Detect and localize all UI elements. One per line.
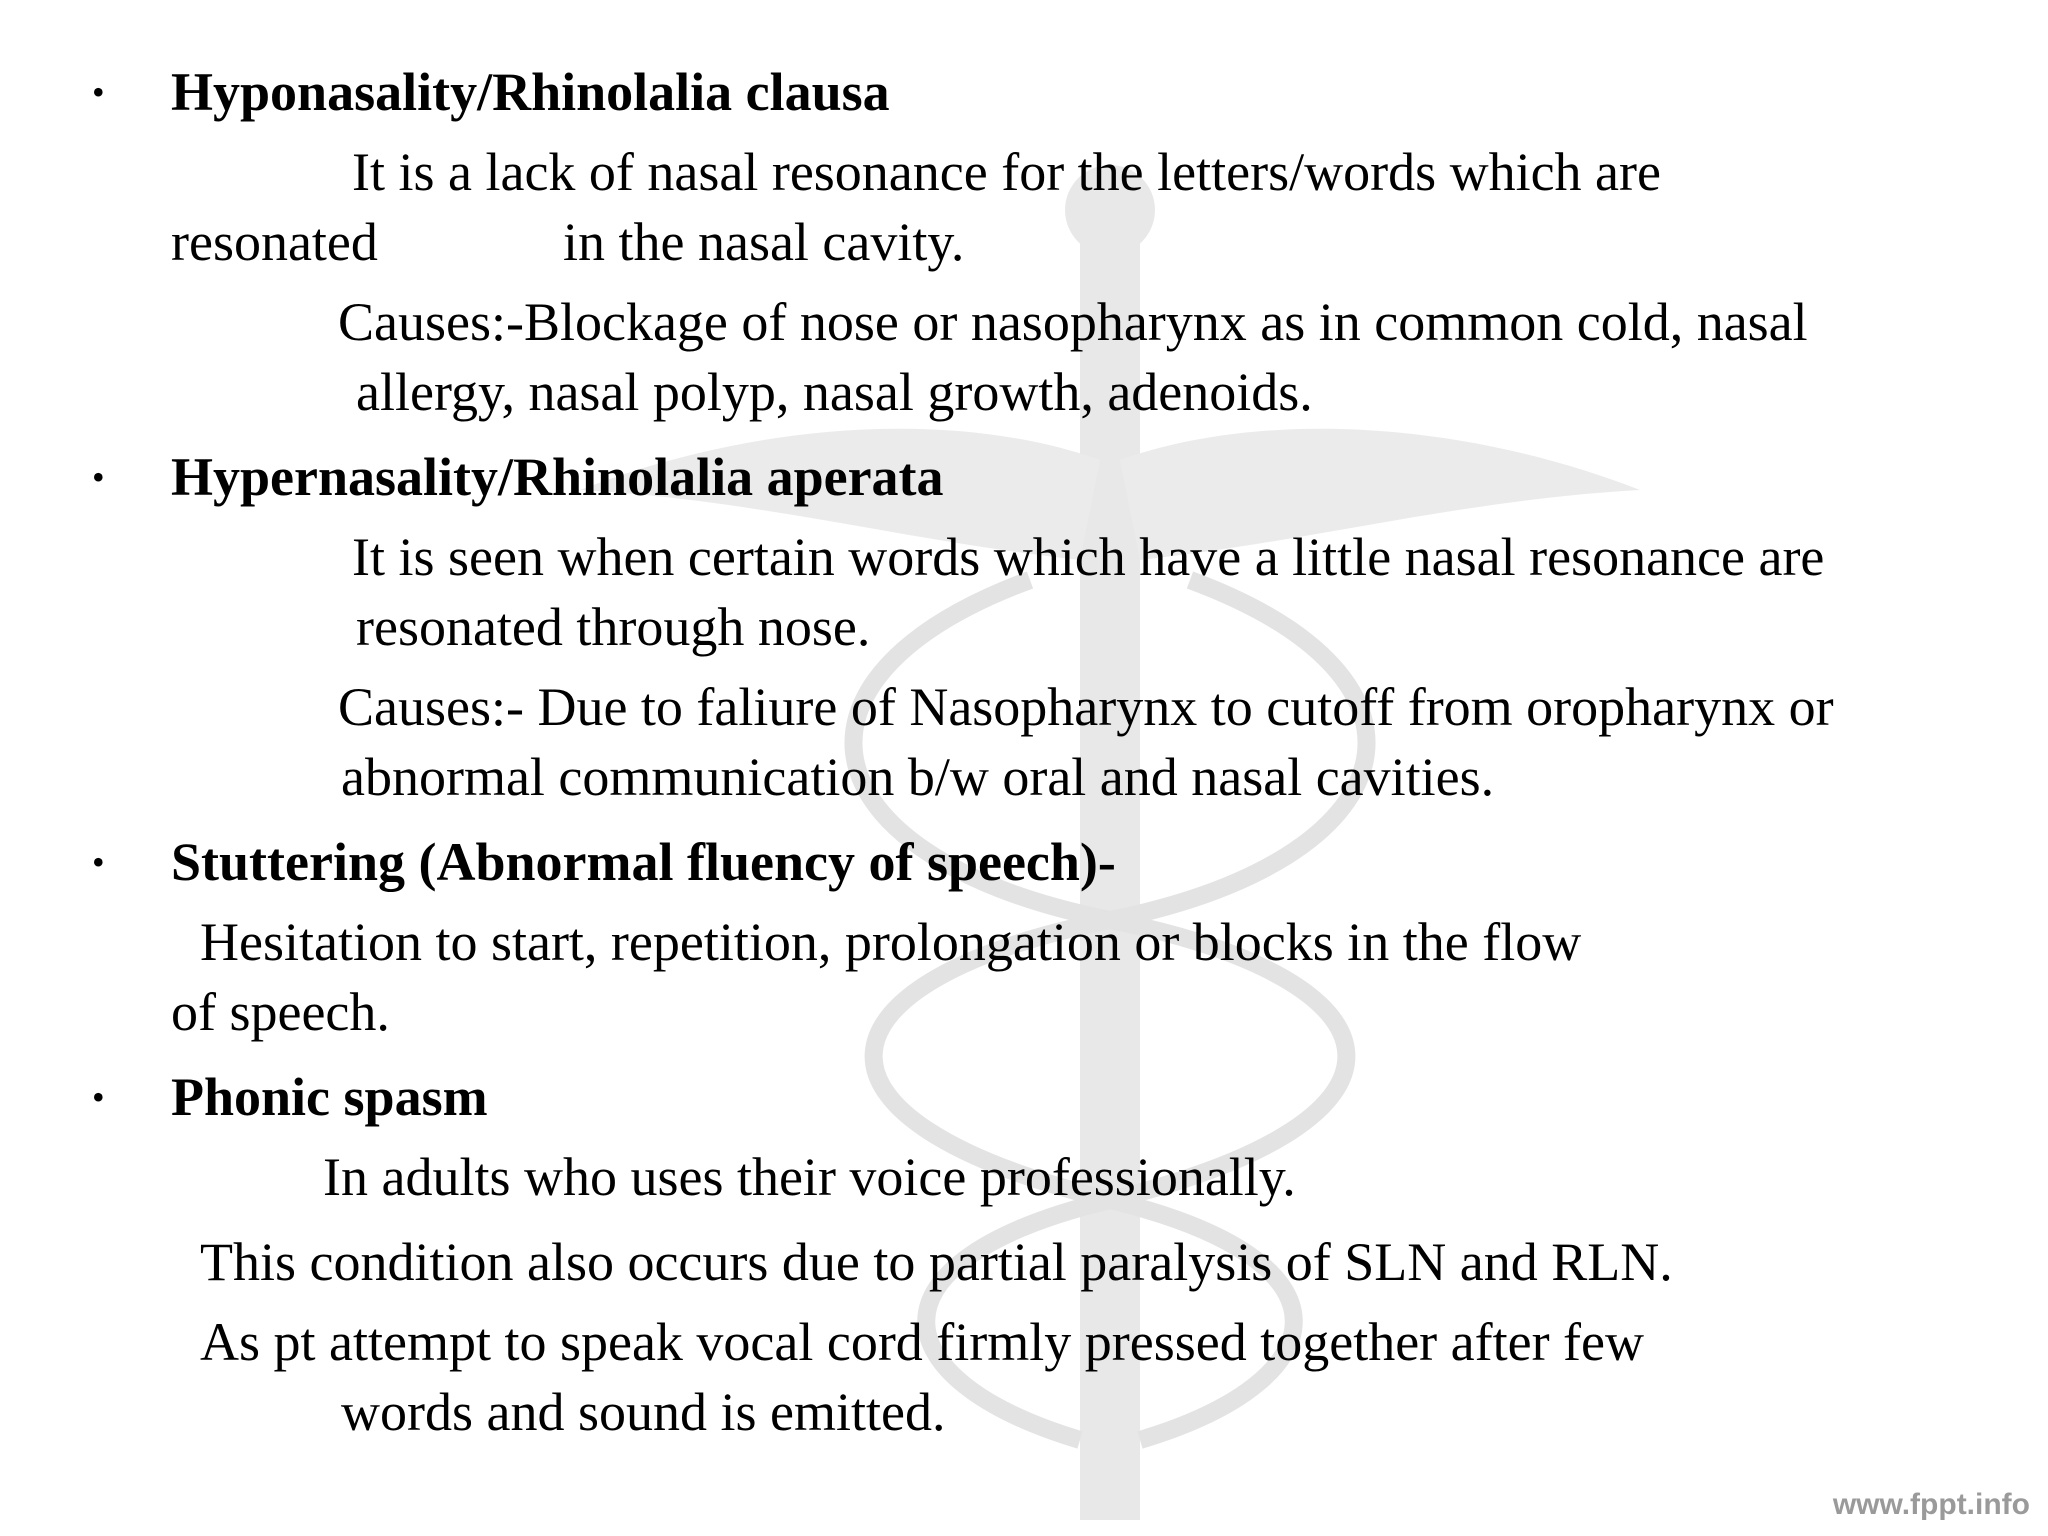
bullet-icon: • — [92, 1077, 105, 1117]
section-text: It is seen when certain words which have a little nasal resonance are — [352, 527, 1825, 587]
section-text: allergy, nasal polyp, nasal growth, adenoids. — [356, 362, 1313, 422]
section-text: Hesitation to start, repetition, prolongation or blocks in the flow — [200, 912, 1582, 972]
footer-url: www.fppt.info — [1832, 1488, 2030, 1521]
section-heading-hyponasality: Hyponasality/Rhinolalia clausa — [171, 62, 890, 122]
section-text: in the nasal cavity. — [563, 212, 965, 272]
section-text: Causes:- Due to faliure of Nasopharynx to cutoff from oropharynx or — [338, 677, 1834, 737]
section-text: words and sound is emitted. — [341, 1382, 946, 1442]
section-heading-stuttering: Stuttering (Abnormal fluency of speech)- — [171, 832, 1116, 892]
section-text: resonated — [171, 212, 378, 272]
section-text: As pt attempt to speak vocal cord firmly pressed together after few — [200, 1312, 1644, 1372]
section-text: This condition also occurs due to partial paralysis of SLN and RLN. — [200, 1232, 1673, 1292]
section-heading-hypernasality: Hypernasality/Rhinolalia aperata — [171, 447, 944, 507]
bullet-icon: • — [92, 72, 105, 112]
section-text: In adults who uses their voice professionally. — [323, 1147, 1296, 1207]
section-text: Causes:-Blockage of nose or nasopharynx as in common cold, nasal — [338, 292, 1808, 352]
section-text: abnormal communication b/w oral and nasal cavities. — [341, 747, 1495, 807]
bullet-icon: • — [92, 842, 105, 882]
section-text: resonated through nose. — [356, 597, 871, 657]
bullet-icon: • — [92, 457, 105, 497]
section-heading-phonic-spasm: Phonic spasm — [171, 1067, 488, 1127]
section-text: It is a lack of nasal resonance for the letters/words which are — [352, 142, 1661, 202]
section-text: of speech. — [171, 982, 390, 1042]
